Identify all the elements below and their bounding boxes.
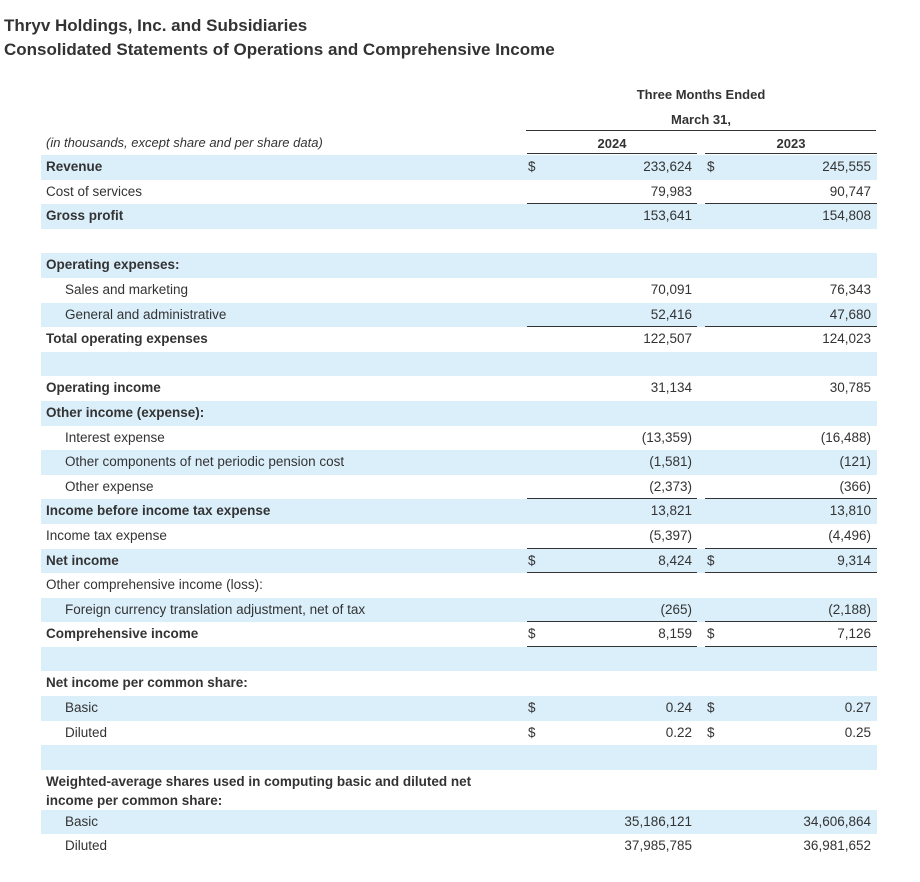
currency-symbol: $ — [707, 724, 715, 740]
statement-row — [41, 770, 877, 810]
statement-row — [41, 327, 877, 352]
value-2023: 124,023 — [822, 331, 871, 347]
value-2024: 35,186,121 — [624, 813, 692, 829]
statement-row — [41, 524, 877, 549]
value-2023: 154,808 — [822, 208, 871, 224]
currency-symbol: $ — [528, 552, 536, 568]
row-label: Weighted-average shares used in computing basic and diluted net income per common share: — [46, 773, 472, 808]
statement-row — [41, 834, 877, 859]
value-2024: 31,134 — [650, 380, 692, 396]
statement-row — [41, 671, 877, 696]
spacer-row — [41, 647, 877, 672]
statement-title-block — [4, 14, 555, 62]
currency-symbol: $ — [707, 552, 715, 568]
column-header-2024: 2024 — [597, 136, 627, 151]
row-label: General and administrative — [65, 306, 227, 322]
currency-symbol: $ — [528, 159, 536, 174]
value-2024: 70,091 — [650, 281, 692, 297]
statement-row — [41, 278, 877, 303]
period-header-line1: Three Months Ended — [636, 87, 766, 102]
statement-row — [41, 376, 877, 401]
value-2023: 36,981,652 — [803, 838, 871, 854]
value-2023: (366) — [839, 478, 871, 494]
value-2023: 76,343 — [829, 281, 871, 297]
statement-row — [41, 810, 877, 835]
statement-row — [41, 401, 877, 426]
value-2024: 13,821 — [650, 503, 692, 519]
value-2023: 34,606,864 — [803, 813, 871, 829]
value-2024: 153,641 — [643, 208, 692, 224]
period-header-line2: March 31, — [671, 112, 731, 127]
row-label: Other expense — [65, 478, 154, 494]
row-label: Other components of net periodic pension cost — [65, 454, 345, 470]
currency-symbol: $ — [707, 700, 715, 716]
value-2024: (2,373) — [649, 478, 692, 494]
statement-row — [41, 475, 877, 500]
row-label: Total operating expenses — [46, 331, 208, 347]
row-label: Interest expense — [65, 429, 165, 445]
statement-table — [41, 155, 877, 859]
value-2024: (1,581) — [649, 454, 692, 470]
value-2024: 0.22 — [665, 724, 692, 740]
value-2023: 47,680 — [829, 306, 871, 322]
statement-row — [41, 426, 877, 451]
statement-row — [41, 696, 877, 721]
statement-row — [41, 622, 877, 647]
spacer-row — [41, 229, 877, 254]
row-label: Comprehensive income — [46, 626, 199, 642]
value-2023: (121) — [839, 454, 871, 470]
row-label: Cost of services — [46, 183, 143, 199]
value-2024: (265) — [660, 601, 692, 617]
row-label: Gross profit — [46, 208, 124, 224]
statement-row — [41, 180, 877, 205]
statement-row — [41, 598, 877, 623]
statement-row — [41, 303, 877, 328]
row-label: Other comprehensive income (loss): — [46, 577, 263, 593]
row-label: Operating income — [46, 380, 161, 396]
units-note: (in thousands, except share and per share data) — [46, 135, 323, 150]
value-2023: 0.27 — [844, 700, 871, 716]
value-2024: 122,507 — [643, 331, 692, 347]
value-2024: 8,159 — [658, 626, 692, 642]
statement-title: Consolidated Statements of Operations and Comprehensive Income — [4, 40, 555, 59]
row-label: Income before income tax expense — [46, 503, 271, 519]
value-2024: 52,416 — [650, 306, 692, 322]
value-2024: 233,624 — [643, 159, 692, 174]
row-label: Basic — [65, 700, 99, 716]
value-2023: (4,496) — [828, 527, 871, 543]
column-rule-2024 — [527, 153, 697, 154]
row-label: Diluted — [65, 724, 108, 740]
value-2024: (13,359) — [641, 429, 692, 445]
row-label: Income tax expense — [46, 527, 167, 543]
row-label: Net income per common share: — [46, 675, 248, 691]
statement-row — [41, 499, 877, 524]
column-header-2023: 2023 — [776, 136, 806, 151]
period-header-rule — [526, 130, 876, 131]
value-2024: 8,424 — [658, 552, 692, 568]
row-label: Diluted — [65, 838, 108, 854]
row-label: Operating expenses: — [46, 257, 180, 273]
value-2024: 37,985,785 — [624, 838, 692, 854]
value-2023: 90,747 — [829, 183, 871, 199]
value-2023: 9,314 — [837, 552, 871, 568]
currency-symbol: $ — [707, 626, 715, 642]
value-2023: 7,126 — [837, 626, 871, 642]
value-2023: 30,785 — [829, 380, 871, 396]
row-label: Other income (expense): — [46, 404, 205, 420]
statement-row — [41, 450, 877, 475]
statement-row — [41, 573, 877, 598]
spacer-row — [41, 745, 877, 770]
currency-symbol: $ — [528, 724, 536, 740]
value-2024: (5,397) — [649, 527, 692, 543]
currency-symbol: $ — [528, 700, 536, 716]
value-2023: (2,188) — [828, 601, 871, 617]
row-label: Basic — [65, 813, 99, 829]
currency-symbol: $ — [528, 626, 536, 642]
spacer-row — [41, 352, 877, 377]
row-label: Sales and marketing — [65, 281, 189, 297]
value-2023: 245,555 — [822, 159, 871, 174]
value-2023: 13,810 — [829, 503, 871, 519]
company-name: Thryv Holdings, Inc. and Subsidiaries — [4, 16, 308, 35]
statement-row — [41, 721, 877, 746]
statement-row — [41, 253, 877, 278]
row-label: Net income — [46, 552, 119, 568]
statement-row — [41, 549, 877, 574]
statement-row — [41, 204, 877, 229]
row-label: Revenue — [46, 159, 103, 174]
value-2023: 0.25 — [844, 724, 871, 740]
column-rule-2023 — [705, 153, 877, 154]
row-label: Foreign currency translation adjustment, net of tax — [65, 601, 366, 617]
value-2024: 0.24 — [665, 700, 692, 716]
value-2024: 79,983 — [650, 183, 692, 199]
value-2023: (16,488) — [820, 429, 871, 445]
statement-row — [41, 155, 877, 180]
currency-symbol: $ — [707, 159, 715, 174]
